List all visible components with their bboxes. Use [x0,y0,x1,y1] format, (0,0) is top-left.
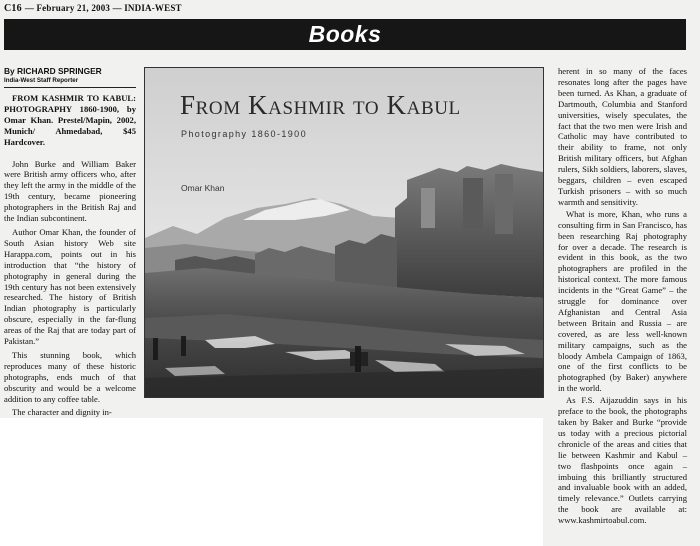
book-cover-image [144,67,544,398]
byline-rule [4,87,136,88]
paragraph: herent in so many of the faces resonates long after the pages have been turned. As Khan, a graduate of Dartmouth, Columbia and Stanford universities, wisely speculates, the fact that the two men were Irish and Catholic may have contributed to their ability to frame, not only British military officers, but Afghan rulers, Sikh soldiers, laborers, slaves, beggars, children – even escaped Turkish prisoners – with so much warmth and sensitivity. [558,66,687,207]
paragraph: The character and dignity in- [12,407,112,418]
cover-author: Omar Khan [181,183,225,193]
cover-subtitle: Photography 1860-1900 [181,129,307,139]
byline: By RICHARD SPRINGER [4,66,102,76]
article-column-left [4,93,136,418]
dateline: — February 21, 2003 — INDIA-WEST [24,3,182,13]
page-folio [4,3,182,14]
paragraph: What is more, Khan, who runs a consulting firm in San Francisco, has been researching Raj photography for over a decade. The research is evident in this book, as the two photographers are profiled in the historical context. The more famous incidents in the “Great Game” – the struggle for dominance over Afghanistan and Central Asia between Britain and Russia – are covered, as are less well-known military campaigns, such as the bloody Ambela Campaign of 1863, one of the first conflicts to be photographed (by Baker) anywhere in the world. [558,208,687,394]
paragraph: Author Omar Khan, the founder of South Asian history Web site Harappa.com, points out in his introduction that “the history of photography in general during the 19th century has not been extensively researched. The history of British Indian photography is particularly obscure, especially in the far-flung areas of the Raj that are today part of Pakistan.” [4,226,136,347]
blank-margin [0,418,543,546]
article-column-right [558,66,687,527]
paragraph: As F.S. Aijazuddin says in his preface to the book, the photographs taken by Baker and Burke “provide us today with a precious pictorial chronicle of the areas and cities that lie between Kashmir and Kabul – two flashpoints once again – imbuing this brilliantly structured and invaluable book with an added, timely relevance.” Outlets carrying the book are available at: www.kashmirtoabul.com. [558,395,687,526]
book-info: FROM KASHMIR TO KABUL: PHOTOGRAPHY 1860-1900, by Omar Khan. Prestel/Mapin, 2002, Munich/ Ahmedabad, $45 Hardcover. [4,93,136,147]
cover-title: From Kashmir to Kabul [180,90,461,120]
section-title: Books [308,21,382,47]
paragraph: John Burke and William Baker were British army officers who, after they left the army in the middle of the 19th century, became pioneering photographers in the British Raj and the Indian subcontinent. [4,158,136,224]
page-number: C16 [4,3,22,14]
paragraph: This stunning book, which reproduces many of these historic photographs, ends much of that obscurity and would be a welcome addition to any coffee table. [4,349,136,404]
byline-role: India-West Staff Reporter [4,77,79,84]
section-banner [4,19,686,50]
